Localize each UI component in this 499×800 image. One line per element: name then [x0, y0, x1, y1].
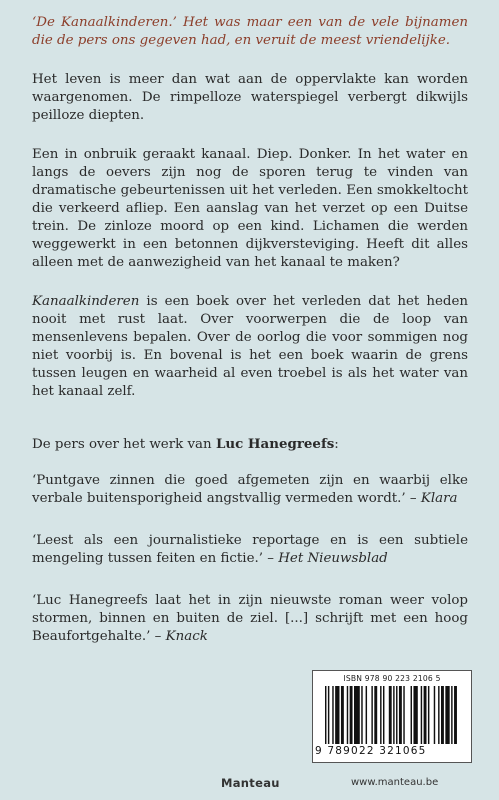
isbn-label: ISBN 978 90 223 2106 5 — [343, 674, 441, 683]
press-heading: De pers over het werk van Luc Hanegreefs: — [32, 436, 339, 452]
barcode-icon — [325, 686, 461, 744]
barcode-number: 9 789022 321065 — [315, 745, 427, 757]
author-name: Luc Hanegreefs — [215, 436, 335, 452]
press-source-2: Het Nieuwsblad — [278, 551, 388, 566]
intro-quote: ‘De Kanaalkinderen.’ Het was maar een van de vele bijnamen die de pers ons gegeven had, en veruit de meest vriendelijke. — [32, 15, 468, 48]
paragraph-1: Het leven is meer dan wat aan de oppervlakte kan worden waargenomen. De rimpelloze waterspiegel verbergt dikwijls peilloze diepten. — [32, 72, 468, 123]
barcode-box — [312, 670, 472, 763]
press-source-3: Knack — [165, 629, 208, 644]
press-quote-1: ‘Puntgave zinnen die goed afgemeten zijn en waarbij elke verbale buitensporigheid angstvallig vermeden wordt.’ – Klara — [32, 473, 468, 506]
press-quote-3: ‘Luc Hanegreefs laat het in zijn nieuwste roman weer volop stormen, binnen en buiten de ziel. [...] schrijft met een hoog Beaufortgehalte.’ – Knack — [32, 593, 468, 644]
press-quote-2: ‘Leest als een journalistieke reportage en is een subtiele mengeling tussen feiten en fictie.’ – Het Nieuwsblad — [32, 533, 468, 566]
publisher-name: Manteau — [221, 776, 280, 790]
paragraph-2: Een in onbruik geraakt kanaal. Diep. Donker. In het water en langs de oevers zijn nog de sporen terug te vinden van dramatische gebeurtenissen uit het verleden. Een smokkeltocht die verkeerd afliep. Een aanslag van het verzet op een Duitse trein. De zinloze moord op een kind. Lichamen die werden weggewerkt in een betonnen dijkversteviging. Heeft dit alles alleen met de aanwezigheid van het kanaal te maken? — [32, 147, 468, 270]
publisher-website: www.manteau.be — [351, 777, 439, 788]
description-paragraph: Kanaalkinderen is een boek over het verleden dat het heden nooit met rust laat. Over voorwerpen die de loop van mensenlevens bepalen. Over de oorlog die voor sommigen nog niet voorbij is. En bovenal is het een boek waarin de grens tussen leugen en waarheid al even troebel is als het water van het kanaal zelf. — [32, 294, 468, 399]
book-title: Kanaalkinderen — [32, 294, 140, 309]
blurb-text — [32, 14, 468, 646]
press-source-1: Klara — [420, 491, 458, 506]
